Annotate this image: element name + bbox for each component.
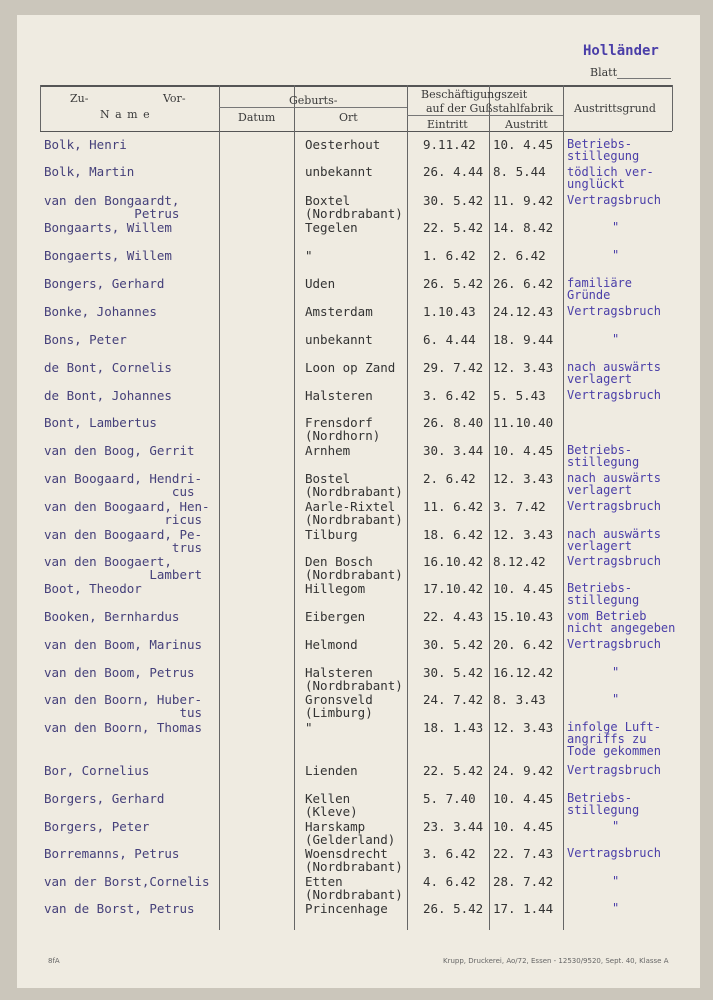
column-rule [294,85,295,930]
cell-eintritt: 29. 7.42 [423,360,484,375]
column-rule [407,85,408,930]
cell-ort: Tilburg [305,527,358,542]
cell-austritt: 14. 8.42 [493,220,554,235]
cell-grund: Vertragsbruch [567,846,661,860]
cell-grund: Vertragsbruch [567,637,661,651]
cell-austritt: 17. 1.44 [493,901,554,916]
cell-eintritt: 3. 6.42 [423,388,476,403]
cell-grund: Betriebs- stillegung [567,581,640,607]
cell-eintritt: 30. 5.42 [423,665,484,680]
cell-ort: Tegelen [305,220,358,235]
table-top-rule [40,85,672,87]
col-header-besch-2: auf der Gußstahlfabrik [426,102,554,115]
cell-name: Bolk, Martin [44,164,135,179]
col-header-austritt: Austritt [505,118,548,131]
cell-ort: Oesterhout [305,137,381,152]
cell-eintritt: 3. 6.42 [423,846,476,861]
cell-name: Bolk, Henri [44,137,127,152]
cell-ort: Frensdorf (Nordhorn) [305,415,381,443]
cell-eintritt: 24. 7.42 [423,692,484,707]
cell-ort: unbekannt [305,164,373,179]
cell-austritt: 16.12.42 [493,665,554,680]
cell-ort: Arnhem [305,443,351,458]
cell-austritt: 26. 6.42 [493,276,554,291]
cell-name: Bongers, Gerhard [44,276,165,291]
cell-eintritt: 18. 1.43 [423,720,484,735]
cell-ort: " [305,720,313,735]
cell-ort: " [305,248,313,263]
cell-name: van den Boorn, Huber- tus [44,692,203,720]
cell-name: van den Boogaard, Pe- trus [44,527,203,555]
footer-right: Krupp, Druckerei, Ao/72, Essen - 12530/9520, Sept. 40, Klasse A [443,957,669,965]
cell-name: Borgers, Peter [44,819,150,834]
cell-austritt: 20. 6.42 [493,637,554,652]
cell-name: van den Boom, Petrus [44,665,195,680]
cell-eintritt: 26. 4.44 [423,164,484,179]
cell-ort: Woensdrecht (Nordbrabant) [305,846,403,874]
cell-name: van den Boogaert, Lambert [44,554,203,582]
cell-austritt: 8. 3.43 [493,692,546,707]
cell-grund: Vertragsbruch [567,388,661,402]
cell-grund: Vertragsbruch [567,304,661,318]
column-rule [40,85,41,131]
col-header-grund: Austrittsgrund [574,102,656,115]
cell-eintritt: 26. 8.40 [423,415,484,430]
col-header-ort: Ort [339,111,358,124]
cell-eintritt: 30. 5.42 [423,193,484,208]
cell-austritt: 10. 4.45 [493,581,554,596]
cell-austritt: 10. 4.45 [493,137,554,152]
cell-austritt: 8.12.42 [493,554,546,569]
cell-ort: Eibergen [305,609,366,624]
cell-eintritt: 1.10.43 [423,304,476,319]
cell-name: Bons, Peter [44,332,127,347]
cell-name: Bor, Cornelius [44,763,150,778]
blatt-line [617,78,671,79]
cell-name: van Boogaard, Hendri- cus [44,471,203,499]
cell-grund: " [612,332,620,346]
col-header-eintritt: Eintritt [427,118,468,131]
column-rule [489,85,490,930]
cell-eintritt: 26. 5.42 [423,901,484,916]
cell-grund: " [612,220,620,234]
cell-ort: Bostel (Nordbrabant) [305,471,403,499]
cell-grund: " [612,901,620,915]
cell-ort: Lienden [305,763,358,778]
cell-grund: " [612,665,620,679]
cell-grund: Vertragsbruch [567,499,661,513]
cell-name: van den Boogaard, Hen- ricus [44,499,210,527]
cell-eintritt: 30. 5.42 [423,637,484,652]
cell-name: van der Borst,Cornelis [44,874,210,889]
footer-left: 8fA [48,957,60,965]
cell-austritt: 12. 3.43 [493,527,554,542]
col-header-datum: Datum [238,111,276,124]
cell-eintritt: 1. 6.42 [423,248,476,263]
cell-austritt: 12. 3.43 [493,471,554,486]
cell-grund: " [612,874,620,888]
cell-grund: " [612,248,620,262]
cell-austritt: 18. 9.44 [493,332,554,347]
cell-austritt: 5. 5.43 [493,388,546,403]
cell-ort: Halsteren (Nordbrabant) [305,665,403,693]
cell-ort: Harskamp (Gelderland) [305,819,396,847]
cell-austritt: 11.10.40 [493,415,554,430]
cell-ort: Amsterdam [305,304,373,319]
cell-austritt: 15.10.43 [493,609,554,624]
cell-austritt: 22. 7.43 [493,846,554,861]
cell-austritt: 10. 4.45 [493,443,554,458]
cell-name: Bongaarts, Willem [44,220,172,235]
cell-eintritt: 30. 3.44 [423,443,484,458]
cell-name: van den Bongaardt, Petrus [44,193,180,221]
document-title: Holländer [583,43,659,59]
cell-name: Bonke, Johannes [44,304,157,319]
cell-austritt: 12. 3.43 [493,720,554,735]
cell-ort: Loon op Zand [305,360,396,375]
cell-austritt: 2. 6.42 [493,248,546,263]
cell-eintritt: 23. 3.44 [423,819,484,834]
cell-ort: unbekannt [305,332,373,347]
cell-austritt: 10. 4.45 [493,819,554,834]
col-header-geburts: Geburts- [289,94,338,107]
cell-eintritt: 17.10.42 [423,581,484,596]
cell-grund: nach auswärts verlagert [567,527,661,553]
column-rule [219,85,220,930]
cell-grund: Vertragsbruch [567,554,661,568]
column-rule [563,85,564,930]
cell-ort: Hillegom [305,581,366,596]
cell-austritt: 11. 9.42 [493,193,554,208]
cell-eintritt: 5. 7.40 [423,791,476,806]
cell-eintritt: 22. 5.42 [423,220,484,235]
cell-ort: Uden [305,276,336,291]
cell-name: Boot, Theodor [44,581,142,596]
cell-grund: nach auswärts verlagert [567,471,661,497]
cell-ort: Aarle-Rixtel (Nordbrabant) [305,499,403,527]
cell-grund: tödlich ver- unglückt [567,165,654,191]
col-header-vor: Vor- [163,92,186,105]
cell-eintritt: 6. 4.44 [423,332,476,347]
cell-eintritt: 9.11.42 [423,137,476,152]
cell-eintritt: 16.10.42 [423,554,484,569]
cell-ort: Etten (Nordbrabant) [305,874,403,902]
cell-grund: " [612,692,620,706]
cell-austritt: 24.12.43 [493,304,554,319]
cell-ort: Boxtel (Nordbrabant) [305,193,403,221]
cell-austritt: 8. 5.44 [493,164,546,179]
cell-name: de Bont, Cornelis [44,360,172,375]
cell-grund: Betriebs- stillegung [567,137,640,163]
cell-eintritt: 2. 6.42 [423,471,476,486]
cell-eintritt: 22. 5.42 [423,763,484,778]
cell-grund: vom Betrieb nicht angegeben [567,609,676,635]
cell-name: de Bont, Johannes [44,388,172,403]
cell-grund: familiäre Gründe [567,276,633,302]
column-rule [672,85,673,131]
cell-ort: Helmond [305,637,358,652]
cell-ort: Princenhage [305,901,388,916]
cell-eintritt: 22. 4.43 [423,609,484,624]
col-header-zu: Zu- [70,92,89,105]
cell-grund: Betriebs- stillegung [567,443,640,469]
cell-ort: Halsteren [305,388,373,403]
cell-ort: Kellen (Kleve) [305,791,358,819]
besch-subrule [407,115,563,116]
cell-name: Borremanns, Petrus [44,846,180,861]
cell-austritt: 28. 7.42 [493,874,554,889]
cell-austritt: 12. 3.43 [493,360,554,375]
cell-name: van den Boog, Gerrit [44,443,195,458]
cell-grund: Vertragsbruch [567,193,661,207]
cell-grund: nach auswärts verlagert [567,360,661,386]
table-header-rule [40,131,672,132]
cell-name: van den Boorn, Thomas [44,720,203,735]
cell-grund: " [612,819,620,833]
cell-name: van den Boom, Marinus [44,637,203,652]
cell-austritt: 3. 7.42 [493,499,546,514]
blatt-label: Blatt [590,66,618,79]
cell-grund: Betriebs- stillegung [567,791,640,817]
cell-grund: infolge Luft- angriffs zu Tode gekommen [567,720,661,758]
cell-ort: Den Bosch (Nordbrabant) [305,554,403,582]
col-header-besch-1: Beschäftigungszeit [421,88,528,101]
cell-name: Bont, Lambertus [44,415,157,430]
cell-name: van de Borst, Petrus [44,901,195,916]
cell-name: Bongaerts, Willem [44,248,172,263]
cell-name: Borgers, Gerhard [44,791,165,806]
cell-austritt: 10. 4.45 [493,791,554,806]
cell-name: Booken, Bernhardus [44,609,180,624]
cell-grund: Vertragsbruch [567,763,661,777]
cell-eintritt: 18. 6.42 [423,527,484,542]
cell-eintritt: 11. 6.42 [423,499,484,514]
cell-ort: Gronsveld (Limburg) [305,692,373,720]
cell-austritt: 24. 9.42 [493,763,554,778]
col-header-name: N a m e [100,108,151,121]
geburts-subrule [219,107,407,108]
cell-eintritt: 26. 5.42 [423,276,484,291]
cell-eintritt: 4. 6.42 [423,874,476,889]
